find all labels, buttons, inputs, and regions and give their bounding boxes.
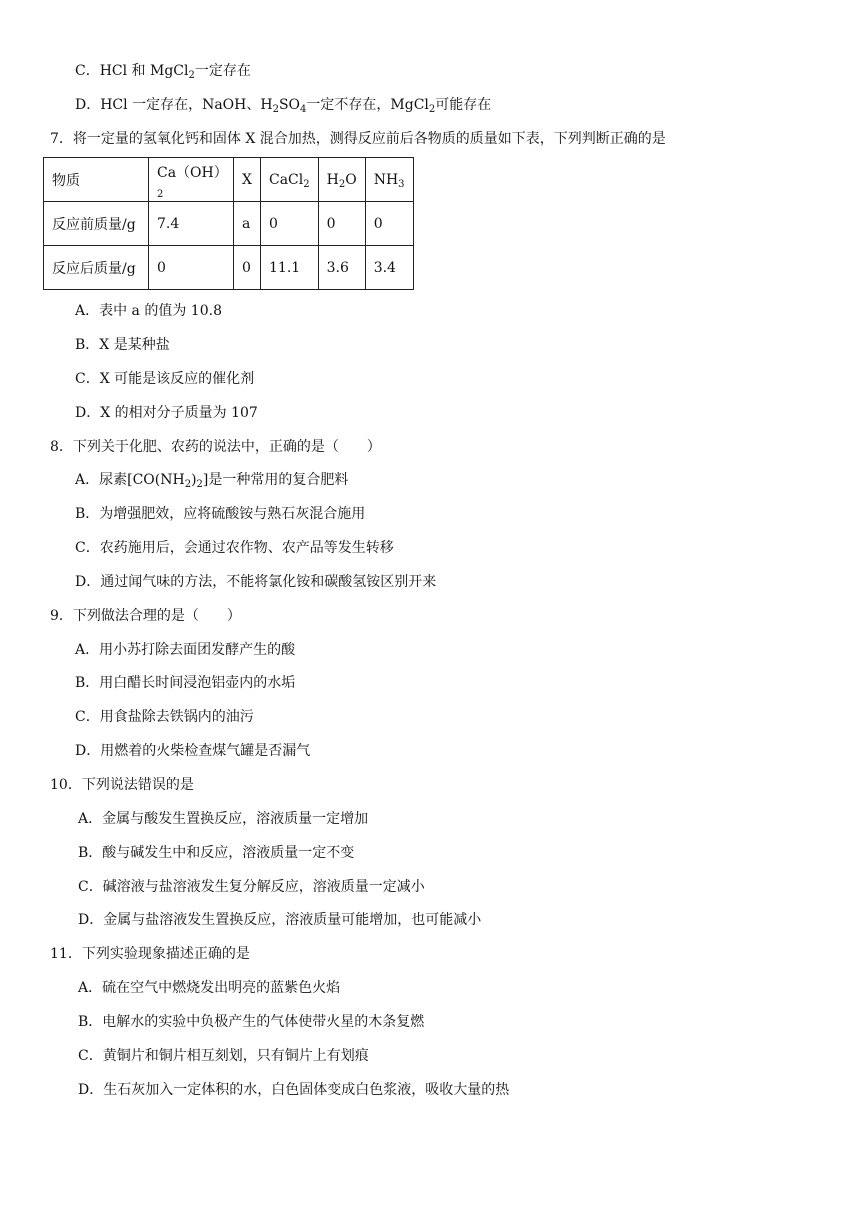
table-cell: 7.4 <box>149 202 234 246</box>
q11-option-c: C．黄铜片和铜片相互刻划，只有铜片上有划痕 <box>78 1048 369 1064</box>
table-row <box>44 202 414 246</box>
table-cell: 0 <box>365 202 413 246</box>
table-header-cell: X <box>234 158 261 202</box>
q11-option-a: A．硫在空气中燃烧发出明亮的蓝紫色火焰 <box>78 980 341 996</box>
mass-table <box>43 157 414 290</box>
table-cell: 0 <box>234 246 261 290</box>
table-cell: 0 <box>261 202 319 246</box>
q10-option-b: B．酸与碱发生中和反应，溶液质量一定不变 <box>78 845 355 861</box>
q8-option-c: C．农药施用后，会通过农作物、农产品等发生转移 <box>75 540 394 556</box>
q7-stem: 7．将一定量的氢氧化钙和固体 X 混合加热，测得反应前后各物质的质量如下表，下列判断正确的是 <box>50 131 666 147</box>
table-header-cell: 物质 <box>44 158 149 202</box>
q8-option-a: A．尿素$[CO(NH_2)_2]$是一种常用的复合肥料 <box>75 472 349 490</box>
q7-option-c: C．X 可能是该反应的催化剂 <box>75 371 255 387</box>
q8-option-d: D．通过闻气味的方法，不能将氯化铵和碳酸氢铵区别开来 <box>75 574 437 590</box>
q7-option-a: A．表中 a 的值为 10.8 <box>75 303 222 319</box>
table-cell: 0 <box>318 202 365 246</box>
table-cell: 0 <box>149 246 234 290</box>
q8-stem: 8．下列关于化肥、农药的说法中，正确的是（ ） <box>50 439 381 455</box>
q9-option-c: C．用食盐除去铁锅内的油污 <box>75 709 254 725</box>
q9-option-b: B．用白醋长时间浸泡铝壶内的水垢 <box>75 675 296 691</box>
table-cell: 3.6 <box>318 246 365 290</box>
q7-option-b: B．X 是某种盐 <box>75 337 170 353</box>
q11-stem: 11．下列实验现象描述正确的是 <box>50 946 250 962</box>
table-header-cell: $Ca(OH)_2$ <box>149 158 234 202</box>
q11-option-b: B．电解水的实验中负极产生的气体使带火星的木条复燃 <box>78 1014 425 1030</box>
q10-stem: 10．下列说法错误的是 <box>50 777 194 793</box>
q10-option-d: D．金属与盐溶液发生置换反应，溶液质量可能增加，也可能减小 <box>78 912 482 928</box>
q10-option-c: C．碱溶液与盐溶液发生复分解反应，溶液质量一定减小 <box>78 879 425 895</box>
q9-option-d: D．用燃着的火柴检查煤气罐是否漏气 <box>75 743 311 759</box>
table-cell: 反应后质量/g <box>44 246 149 290</box>
q9-option-a: A．用小苏打除去面团发酵产生的酸 <box>75 642 296 658</box>
q6-option-c: C．HCl 和 MgCl$_2$一定存在 <box>75 63 251 81</box>
table-header-cell: CaCl$_2$ <box>261 158 319 202</box>
q8-option-b: B．为增强肥效，应将硫酸铵与熟石灰混合施用 <box>75 506 366 522</box>
table-header-row <box>44 158 414 202</box>
q6-option-d: D．HCl 一定存在，NaOH、$H_2SO_4$一定不存在，MgCl$_2$可能存在 <box>75 97 492 115</box>
q7-option-d: D．X 的相对分子质量为 107 <box>75 405 258 421</box>
q10-option-a: A．金属与酸发生置换反应，溶液质量一定增加 <box>78 811 369 827</box>
q11-option-d: D．生石灰加入一定体积的水，白色固体变成白色浆液，吸收大量的热 <box>78 1082 510 1098</box>
table-cell: 反应前质量/g <box>44 202 149 246</box>
q9-stem: 9．下列做法合理的是（ ） <box>50 608 241 624</box>
table-cell: 11.1 <box>261 246 319 290</box>
table-header-cell: $NH_3$ <box>365 158 413 202</box>
table-row <box>44 246 414 290</box>
table-cell: a <box>234 202 261 246</box>
table-header-cell: $H_2O$ <box>318 158 365 202</box>
table-cell: 3.4 <box>365 246 413 290</box>
